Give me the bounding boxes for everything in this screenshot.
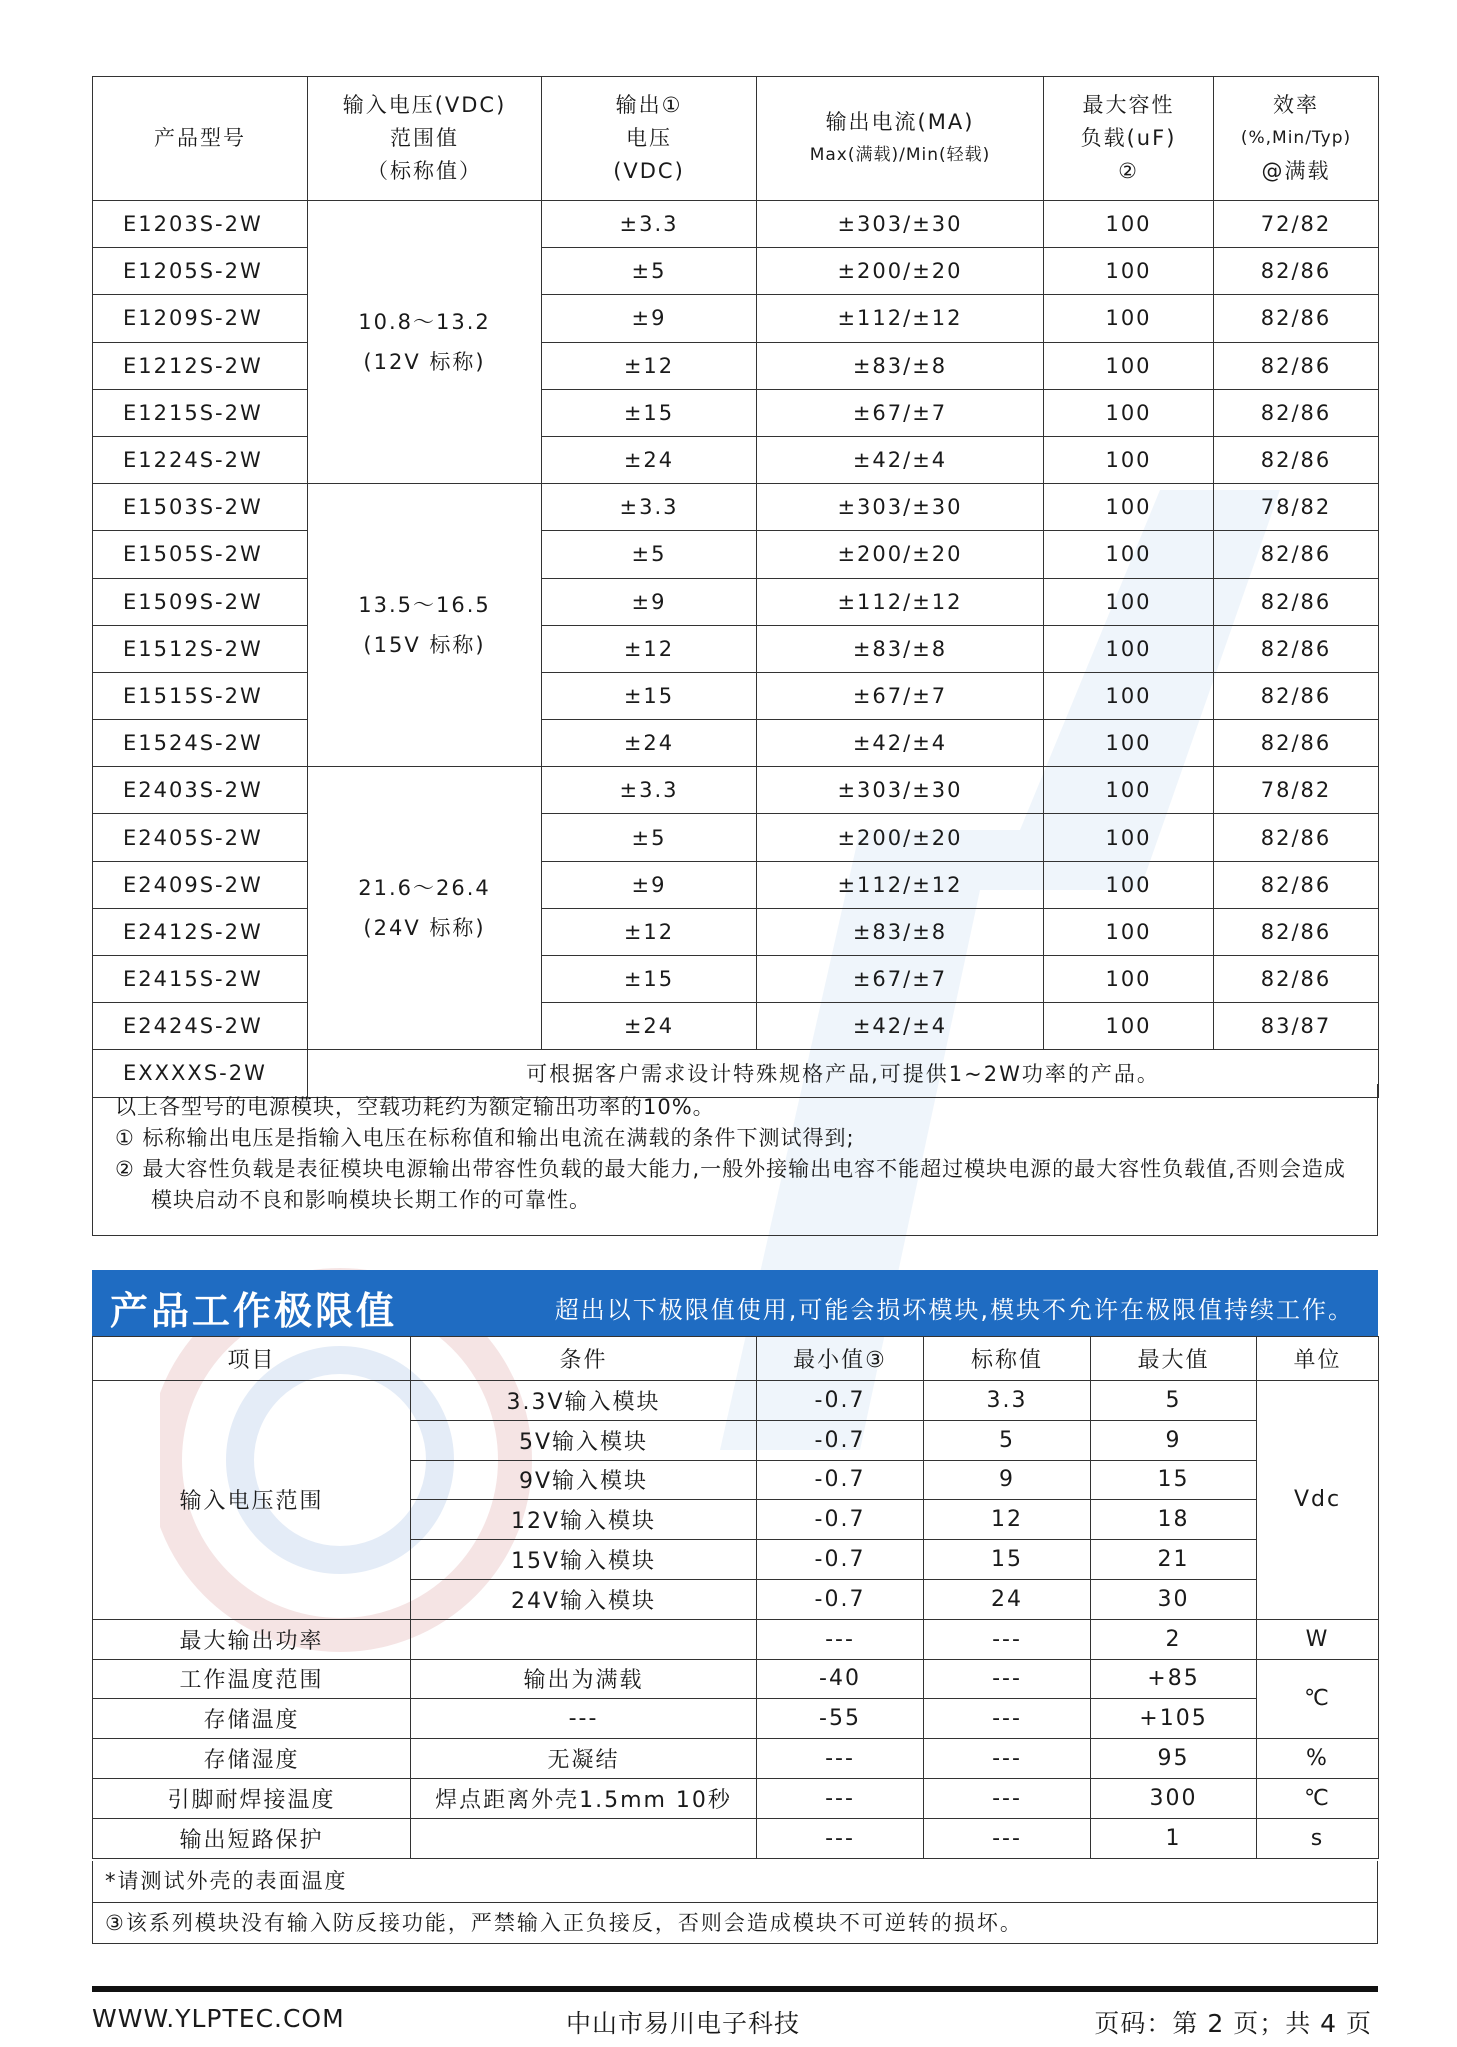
table-row xyxy=(93,767,1379,814)
model-cell: E1509S-2W xyxy=(93,578,308,625)
model-cell: E1524S-2W xyxy=(93,720,308,767)
table-row xyxy=(93,861,1379,908)
min-cell: -0.7 xyxy=(757,1540,924,1580)
output-voltage-cell: ±3.3 xyxy=(542,767,757,814)
capacitive-load-cell: 100 xyxy=(1044,201,1214,248)
output-current-cell: ±112/±12 xyxy=(757,295,1044,342)
range-line: 13.5～16.5 xyxy=(358,593,491,618)
unit-cell: ℃ xyxy=(1257,1659,1379,1739)
output-voltage-cell: ±24 xyxy=(542,1003,757,1050)
header-line: 输入电压(VDC) xyxy=(342,93,507,117)
condition-cell: 输出为满载 xyxy=(411,1659,757,1699)
spec-header-row xyxy=(93,77,1379,201)
note-line: 以上各型号的电源模块，空载功耗约为额定输出功率的10%。 xyxy=(115,1095,715,1119)
efficiency-cell: 82/86 xyxy=(1214,672,1379,719)
min-cell: --- xyxy=(757,1739,924,1779)
unit-cell: Vdc xyxy=(1257,1381,1379,1620)
capacitive-load-cell: 100 xyxy=(1044,436,1214,483)
efficiency-cell: 82/86 xyxy=(1214,389,1379,436)
model-cell: EXXXXS-2W xyxy=(93,1050,308,1097)
output-current-cell: ±83/±8 xyxy=(757,625,1044,672)
model-cell: E2412S-2W xyxy=(93,908,308,955)
range-line: 21.6～26.4 xyxy=(358,876,491,901)
range-line: (12V 标称) xyxy=(363,350,486,375)
capacitive-load-cell: 100 xyxy=(1044,531,1214,578)
output-current-cell: ±83/±8 xyxy=(757,908,1044,955)
footer-company: 中山市易川电子科技 xyxy=(566,2009,801,2038)
model-cell: E1224S-2W xyxy=(93,436,308,483)
capacitive-load-cell: 100 xyxy=(1044,295,1214,342)
limits-header-cell: 单位 xyxy=(1257,1337,1379,1381)
input-range-cell xyxy=(308,201,542,484)
efficiency-cell: 83/87 xyxy=(1214,1003,1379,1050)
efficiency-cell: 82/86 xyxy=(1214,531,1379,578)
table-row xyxy=(93,1003,1379,1050)
capacitive-load-cell: 100 xyxy=(1044,814,1214,861)
max-cell: 15 xyxy=(1091,1460,1257,1500)
unit-cell: s xyxy=(1257,1818,1379,1858)
model-cell: E1515S-2W xyxy=(93,672,308,719)
model-cell: E1203S-2W xyxy=(93,201,308,248)
capacitive-load-cell: 100 xyxy=(1044,578,1214,625)
item-cell: 存储温度 xyxy=(93,1699,411,1739)
output-current-cell: ±200/±20 xyxy=(757,814,1044,861)
limits-table xyxy=(92,1336,1379,1859)
spec-header-cell xyxy=(1044,77,1214,201)
model-cell: E1209S-2W xyxy=(93,295,308,342)
table-row xyxy=(93,956,1379,1003)
table-row xyxy=(93,484,1379,531)
min-cell: -0.7 xyxy=(757,1381,924,1421)
model-cell: E2403S-2W xyxy=(93,767,308,814)
input-range-cell xyxy=(308,767,542,1050)
condition-cell: 5V输入模块 xyxy=(411,1420,757,1460)
nominal-cell: --- xyxy=(924,1739,1091,1779)
model-cell: E2405S-2W xyxy=(93,814,308,861)
spec-header-cell xyxy=(308,77,542,201)
note-line: *请测试外壳的表面温度 xyxy=(105,1869,348,1893)
output-voltage-cell: ±15 xyxy=(542,956,757,1003)
efficiency-cell: 82/86 xyxy=(1214,248,1379,295)
min-cell: -0.7 xyxy=(757,1579,924,1619)
nominal-cell: 12 xyxy=(924,1500,1091,1540)
model-cell: E1512S-2W xyxy=(93,625,308,672)
limits-notes xyxy=(92,1861,1378,1944)
output-voltage-cell: ±9 xyxy=(542,578,757,625)
nominal-cell: 5 xyxy=(924,1420,1091,1460)
table-row xyxy=(93,201,1379,248)
model-cell: E2415S-2W xyxy=(93,956,308,1003)
nominal-cell: 15 xyxy=(924,1540,1091,1580)
capacitive-load-cell: 100 xyxy=(1044,484,1214,531)
item-cell: 输入电压范围 xyxy=(93,1381,411,1620)
table-row xyxy=(93,342,1379,389)
output-voltage-cell: ±9 xyxy=(542,861,757,908)
max-cell: 5 xyxy=(1091,1381,1257,1421)
table-row xyxy=(93,814,1379,861)
output-voltage-cell: ±3.3 xyxy=(542,201,757,248)
header-line: 最大容性 xyxy=(1082,93,1175,117)
header-line: ② xyxy=(1118,159,1139,183)
capacitive-load-cell: 100 xyxy=(1044,908,1214,955)
nominal-cell: --- xyxy=(924,1659,1091,1699)
min-cell: -55 xyxy=(757,1699,924,1739)
min-cell: --- xyxy=(757,1778,924,1818)
model-cell: E1212S-2W xyxy=(93,342,308,389)
output-current-cell: ±67/±7 xyxy=(757,672,1044,719)
header-line: 效率 xyxy=(1273,93,1319,117)
condition-cell: 9V输入模块 xyxy=(411,1460,757,1500)
header-line: 电压 xyxy=(626,126,672,150)
header-line: 范围值 xyxy=(390,126,459,150)
max-cell: +105 xyxy=(1091,1699,1257,1739)
output-voltage-cell: ±24 xyxy=(542,436,757,483)
efficiency-cell: 82/86 xyxy=(1214,956,1379,1003)
efficiency-cell: 82/86 xyxy=(1214,436,1379,483)
table-row xyxy=(93,1818,1379,1858)
output-current-cell: ±303/±30 xyxy=(757,201,1044,248)
efficiency-cell: 82/86 xyxy=(1214,861,1379,908)
spec-table xyxy=(92,76,1379,1098)
footer-page-number: 页码：第 2 页；共 4 页 xyxy=(1094,2009,1372,2038)
nominal-cell: --- xyxy=(924,1778,1091,1818)
max-cell: 21 xyxy=(1091,1540,1257,1580)
nominal-cell: --- xyxy=(924,1619,1091,1659)
table-row xyxy=(93,672,1379,719)
table-row xyxy=(93,1739,1379,1779)
spec-header-cell xyxy=(542,77,757,201)
table-row xyxy=(93,1699,1379,1739)
limits-title: 产品工作极限值 xyxy=(110,1289,398,1333)
output-current-cell: ±112/±12 xyxy=(757,861,1044,908)
input-range-cell xyxy=(308,484,542,767)
footer-website: WWW.YLPTEC.COM xyxy=(92,2004,345,2033)
spec-notes xyxy=(92,1084,1378,1236)
nominal-cell: 24 xyxy=(924,1579,1091,1619)
limits-header-cell: 标称值 xyxy=(924,1337,1091,1381)
min-cell: --- xyxy=(757,1818,924,1858)
spec-header-cell xyxy=(757,77,1044,201)
table-row xyxy=(93,1381,1379,1421)
min-cell: --- xyxy=(757,1619,924,1659)
capacitive-load-cell: 100 xyxy=(1044,956,1214,1003)
output-voltage-cell: ±9 xyxy=(542,295,757,342)
capacitive-load-cell: 100 xyxy=(1044,248,1214,295)
output-voltage-cell: ±12 xyxy=(542,342,757,389)
output-voltage-cell: ±5 xyxy=(542,248,757,295)
table-row xyxy=(93,248,1379,295)
max-cell: +85 xyxy=(1091,1659,1257,1699)
unit-cell: % xyxy=(1257,1739,1379,1779)
condition-cell: 12V输入模块 xyxy=(411,1500,757,1540)
capacitive-load-cell: 100 xyxy=(1044,342,1214,389)
min-cell: -0.7 xyxy=(757,1500,924,1540)
model-cell: E1503S-2W xyxy=(93,484,308,531)
item-cell: 最大输出功率 xyxy=(93,1619,411,1659)
unit-cell: W xyxy=(1257,1619,1379,1659)
capacitive-load-cell: 100 xyxy=(1044,720,1214,767)
limits-header-row xyxy=(93,1337,1379,1381)
note-line: ③该系列模块没有输入防反接功能，严禁输入正负接反，否则会造成模块不可逆转的损坏。 xyxy=(93,1902,1377,1943)
output-voltage-cell: ±12 xyxy=(542,908,757,955)
max-cell: 95 xyxy=(1091,1739,1257,1779)
table-row xyxy=(93,908,1379,955)
range-line: (24V 标称) xyxy=(363,916,486,941)
efficiency-cell: 82/86 xyxy=(1214,720,1379,767)
capacitive-load-cell: 100 xyxy=(1044,672,1214,719)
nominal-cell: --- xyxy=(924,1818,1091,1858)
capacitive-load-cell: 100 xyxy=(1044,767,1214,814)
capacitive-load-cell: 100 xyxy=(1044,625,1214,672)
header-line: @满载 xyxy=(1261,159,1331,183)
condition-cell xyxy=(411,1619,757,1659)
header-line: 输出① xyxy=(615,93,683,117)
condition-cell: --- xyxy=(411,1699,757,1739)
condition-cell: 3.3V输入模块 xyxy=(411,1381,757,1421)
efficiency-cell: 82/86 xyxy=(1214,295,1379,342)
efficiency-cell: 82/86 xyxy=(1214,625,1379,672)
efficiency-cell: 82/86 xyxy=(1214,578,1379,625)
table-row xyxy=(93,1659,1379,1699)
limits-header-cell: 最大值 xyxy=(1091,1337,1257,1381)
capacitive-load-cell: 100 xyxy=(1044,389,1214,436)
header-line: （标称值） xyxy=(367,159,482,183)
output-current-cell: ±303/±30 xyxy=(757,767,1044,814)
min-cell: -0.7 xyxy=(757,1420,924,1460)
condition-cell: 焊点距离外壳1.5mm 10秒 xyxy=(411,1778,757,1818)
efficiency-cell: 78/82 xyxy=(1214,767,1379,814)
output-current-cell: ±42/±4 xyxy=(757,436,1044,483)
table-row xyxy=(93,531,1379,578)
model-cell: E1505S-2W xyxy=(93,531,308,578)
model-cell: E1215S-2W xyxy=(93,389,308,436)
table-row xyxy=(93,625,1379,672)
output-voltage-cell: ±3.3 xyxy=(542,484,757,531)
spec-header-cell xyxy=(1214,77,1379,201)
output-current-cell: ±83/±8 xyxy=(757,342,1044,389)
nominal-cell: 3.3 xyxy=(924,1381,1091,1421)
output-current-cell: ±67/±7 xyxy=(757,389,1044,436)
limits-subtitle: 超出以下极限值使用,可能会损坏模块,模块不允许在极限值持续工作。 xyxy=(554,1296,1354,1324)
item-cell: 工作温度范围 xyxy=(93,1659,411,1699)
max-cell: 300 xyxy=(1091,1778,1257,1818)
item-cell: 输出短路保护 xyxy=(93,1818,411,1858)
condition-cell: 无凝结 xyxy=(411,1739,757,1779)
output-current-cell: ±200/±20 xyxy=(757,248,1044,295)
spec-header-cell xyxy=(93,77,308,201)
capacitive-load-cell: 100 xyxy=(1044,1003,1214,1050)
max-cell: 2 xyxy=(1091,1619,1257,1659)
output-current-cell: ±42/±4 xyxy=(757,720,1044,767)
efficiency-cell: 78/82 xyxy=(1214,484,1379,531)
table-row xyxy=(93,720,1379,767)
output-current-cell: ±67/±7 xyxy=(757,956,1044,1003)
output-voltage-cell: ±5 xyxy=(542,531,757,578)
output-voltage-cell: ±12 xyxy=(542,625,757,672)
table-row xyxy=(93,1619,1379,1659)
item-cell: 引脚耐焊接温度 xyxy=(93,1778,411,1818)
table-row xyxy=(93,436,1379,483)
nominal-cell: --- xyxy=(924,1699,1091,1739)
limits-header-cell: 项目 xyxy=(93,1337,411,1381)
note-line: ① 标称输出电压是指输入电压在标称值和输出电流在满载的条件下测试得到; xyxy=(115,1126,855,1150)
output-current-cell: ±303/±30 xyxy=(757,484,1044,531)
header-line: 产品型号 xyxy=(154,126,246,150)
output-voltage-cell: ±24 xyxy=(542,720,757,767)
unit-cell: ℃ xyxy=(1257,1778,1379,1818)
output-voltage-cell: ±5 xyxy=(542,814,757,861)
range-line: 10.8～13.2 xyxy=(358,310,491,335)
max-cell: 18 xyxy=(1091,1500,1257,1540)
output-voltage-cell: ±15 xyxy=(542,389,757,436)
condition-cell: 15V输入模块 xyxy=(411,1540,757,1580)
model-cell: E2409S-2W xyxy=(93,861,308,908)
header-line: (VDC) xyxy=(613,159,685,183)
table-row xyxy=(93,295,1379,342)
efficiency-cell: 82/86 xyxy=(1214,342,1379,389)
limits-header-cell: 条件 xyxy=(411,1337,757,1381)
range-line: (15V 标称) xyxy=(363,633,486,658)
header-line: 负载(uF) xyxy=(1080,126,1177,150)
limits-header-band xyxy=(92,1270,1378,1336)
efficiency-cell: 82/86 xyxy=(1214,908,1379,955)
table-row xyxy=(93,578,1379,625)
footer-rule xyxy=(92,1986,1378,1992)
efficiency-cell: 72/82 xyxy=(1214,201,1379,248)
min-cell: -40 xyxy=(757,1659,924,1699)
header-sub: (%,Min/Typ) xyxy=(1240,128,1352,148)
max-cell: 9 xyxy=(1091,1420,1257,1460)
output-voltage-cell: ±15 xyxy=(542,672,757,719)
header-sub: Max(满载)/Min(轻载) xyxy=(809,144,991,165)
min-cell: -0.7 xyxy=(757,1460,924,1500)
header-line: 输出电流(MA) xyxy=(825,109,975,134)
condition-cell xyxy=(411,1818,757,1858)
note-line: ② 最大容性负载是表征模块电源输出带容性负载的最大能力,一般外接输出电容不能超过模块电源的最大容性负载值,否则会造成模块启动不良和影响模块长期工作的可靠性。 xyxy=(115,1157,1346,1212)
capacitive-load-cell: 100 xyxy=(1044,861,1214,908)
limits-header-cell: 最小值③ xyxy=(757,1337,924,1381)
max-cell: 1 xyxy=(1091,1818,1257,1858)
output-current-cell: ±42/±4 xyxy=(757,1003,1044,1050)
custom-note: 可根据客户需求设计特殊规格产品,可提供1~2W功率的产品。 xyxy=(308,1050,1379,1097)
max-cell: 30 xyxy=(1091,1579,1257,1619)
output-current-cell: ±200/±20 xyxy=(757,531,1044,578)
output-current-cell: ±112/±12 xyxy=(757,578,1044,625)
efficiency-cell: 82/86 xyxy=(1214,814,1379,861)
nominal-cell: 9 xyxy=(924,1460,1091,1500)
item-cell: 存储湿度 xyxy=(93,1739,411,1779)
model-cell: E2424S-2W xyxy=(93,1003,308,1050)
condition-cell: 24V输入模块 xyxy=(411,1579,757,1619)
table-row xyxy=(93,389,1379,436)
table-row xyxy=(93,1778,1379,1818)
model-cell: E1205S-2W xyxy=(93,248,308,295)
